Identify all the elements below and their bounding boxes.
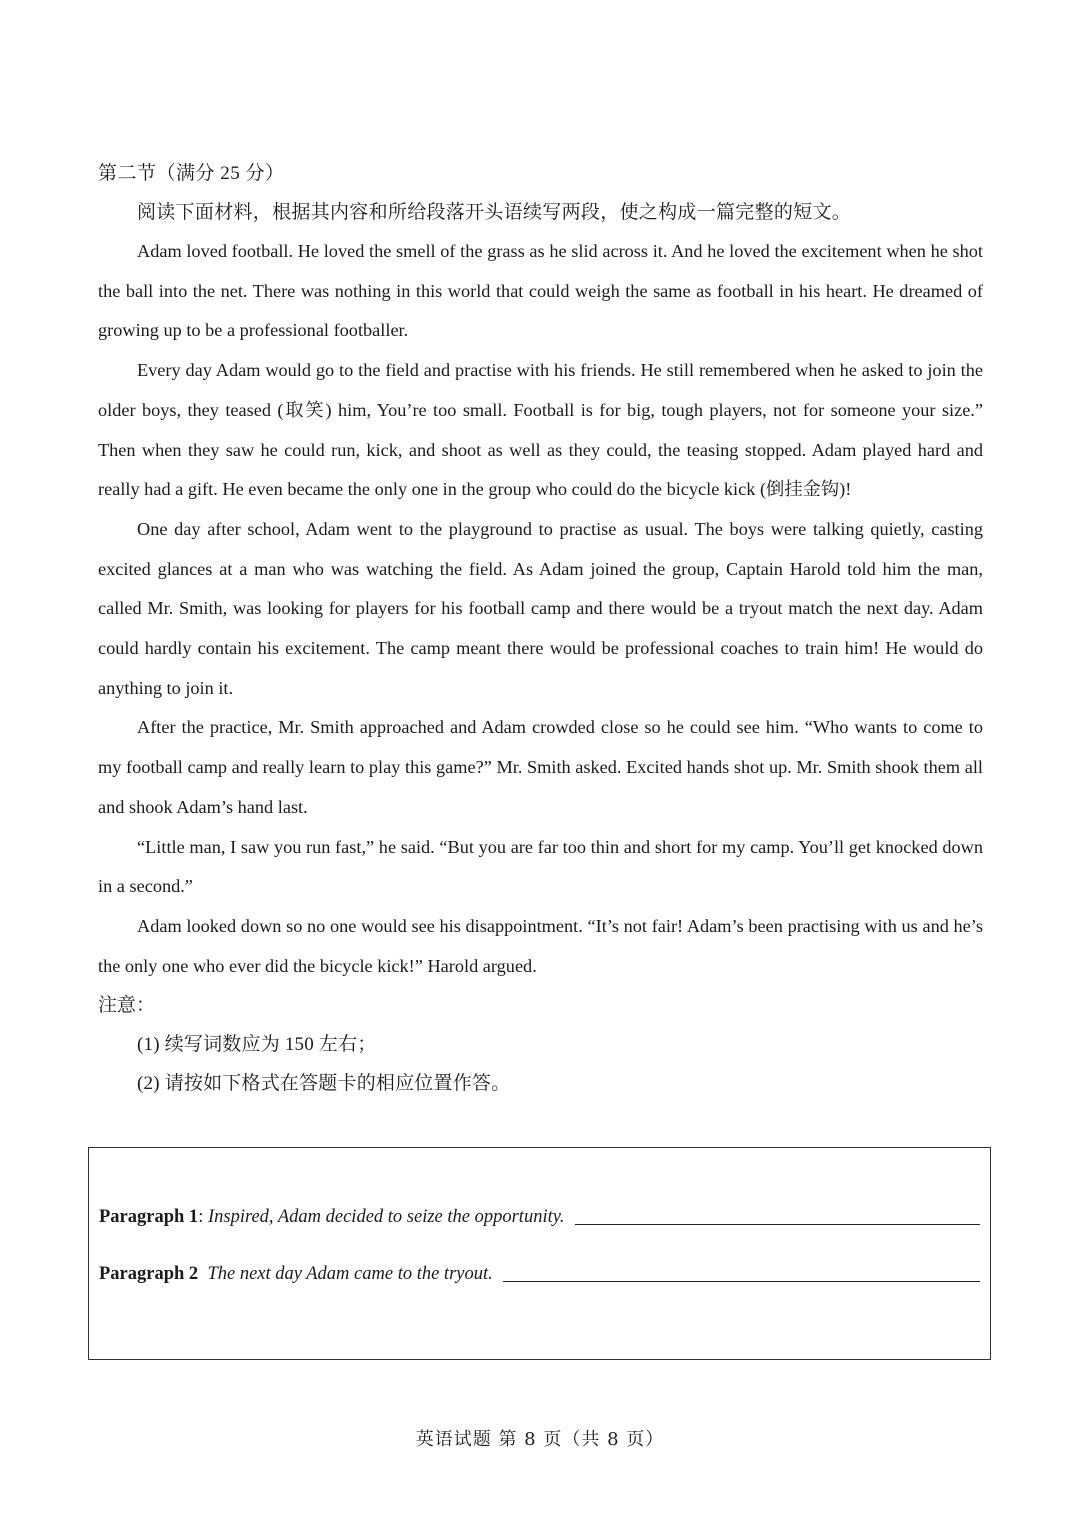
paragraph-1-label: Paragraph 1 [99, 1207, 199, 1227]
note-item-format: (2) 请按如下格式在答题卡的相应位置作答。 [137, 1073, 511, 1095]
paragraph-2-opening: The next day Adam came to the tryout. [207, 1264, 493, 1284]
notes-title: 注意： [98, 995, 156, 1017]
paragraph-1-separator: : [198, 1207, 208, 1227]
paragraph-2-separator [198, 1264, 207, 1285]
passage-paragraph-5: “Little man, I saw you run fast,” he said. “But you are far too thin and short for my camp. You’ll get knocked down in a second.” [98, 836, 983, 897]
passage-paragraph-6: Adam looked down so no one would see his disappointment. “It’s not fair! Adam’s been practising with us and he’s the only one who ever did the bicycle kick!” Harold argued. [98, 915, 983, 976]
paragraph-2-label: Paragraph 2 [99, 1264, 199, 1284]
paragraph-1-answer-line [575, 1206, 980, 1225]
section-title: 第二节（满分 25 分） [98, 163, 285, 184]
paragraph-2-answer-line [503, 1263, 980, 1282]
section-instruction: 阅读下面材料，根据其内容和所给段落开头语续写两段，使之构成一篇完整的短文。 [137, 202, 852, 223]
paragraph-1-line [99, 1206, 980, 1228]
page-content [98, 154, 983, 1103]
passage-paragraph-1: Adam loved football. He loved the smell of the grass as he slid across it. And he loved the excitement when he shot the ball into the net. There was nothing in this world that could weigh the same as football in his heart. He dreamed of growing up to be a professional footballer. [98, 241, 983, 341]
passage-paragraph-2: Every day Adam would go to the field and practise with his friends. He still remembered when he asked to join the older boys, they teased (取笑) him, You’re too small. Football is for big, tough players, not for someone your size.” Then when they saw he could run, kick, and shoot as well as they could, the teasing stopped. Adam played hard and really had a gift. He even became the only one in the group who could do the bicycle kick (倒挂金钩)! [98, 360, 983, 500]
page-footer: 英语试题 第 8 页（共 8 页） [415, 1429, 665, 1450]
passage-paragraph-4: After the practice, Mr. Smith approached and Adam crowded close so he could see him. “Who wants to come to my football camp and really learn to play this game?” Mr. Smith asked. Excited hands shot up. Mr. Smith shook them all and shook Adam’s hand last. [98, 717, 983, 817]
passage-paragraph-3: One day after school, Adam went to the playground to practise as usual. The boys were talking quietly, casting excited glances at a man who was watching the field. As Adam joined the group, Captain Harold told him the man, called Mr. Smith, was looking for players for his football camp and there would be a tryout match the next day. Adam could hardly contain his excitement. The camp meant there would be professional coaches to train him! He would do anything to join it. [98, 518, 983, 698]
answer-format-box [88, 1147, 991, 1360]
paragraph-2-line [99, 1263, 980, 1285]
paragraph-1-opening: Inspired, Adam decided to seize the opportunity. [207, 1207, 565, 1227]
note-item-word-count: (1) 续写词数应为 150 左右； [137, 1034, 377, 1056]
